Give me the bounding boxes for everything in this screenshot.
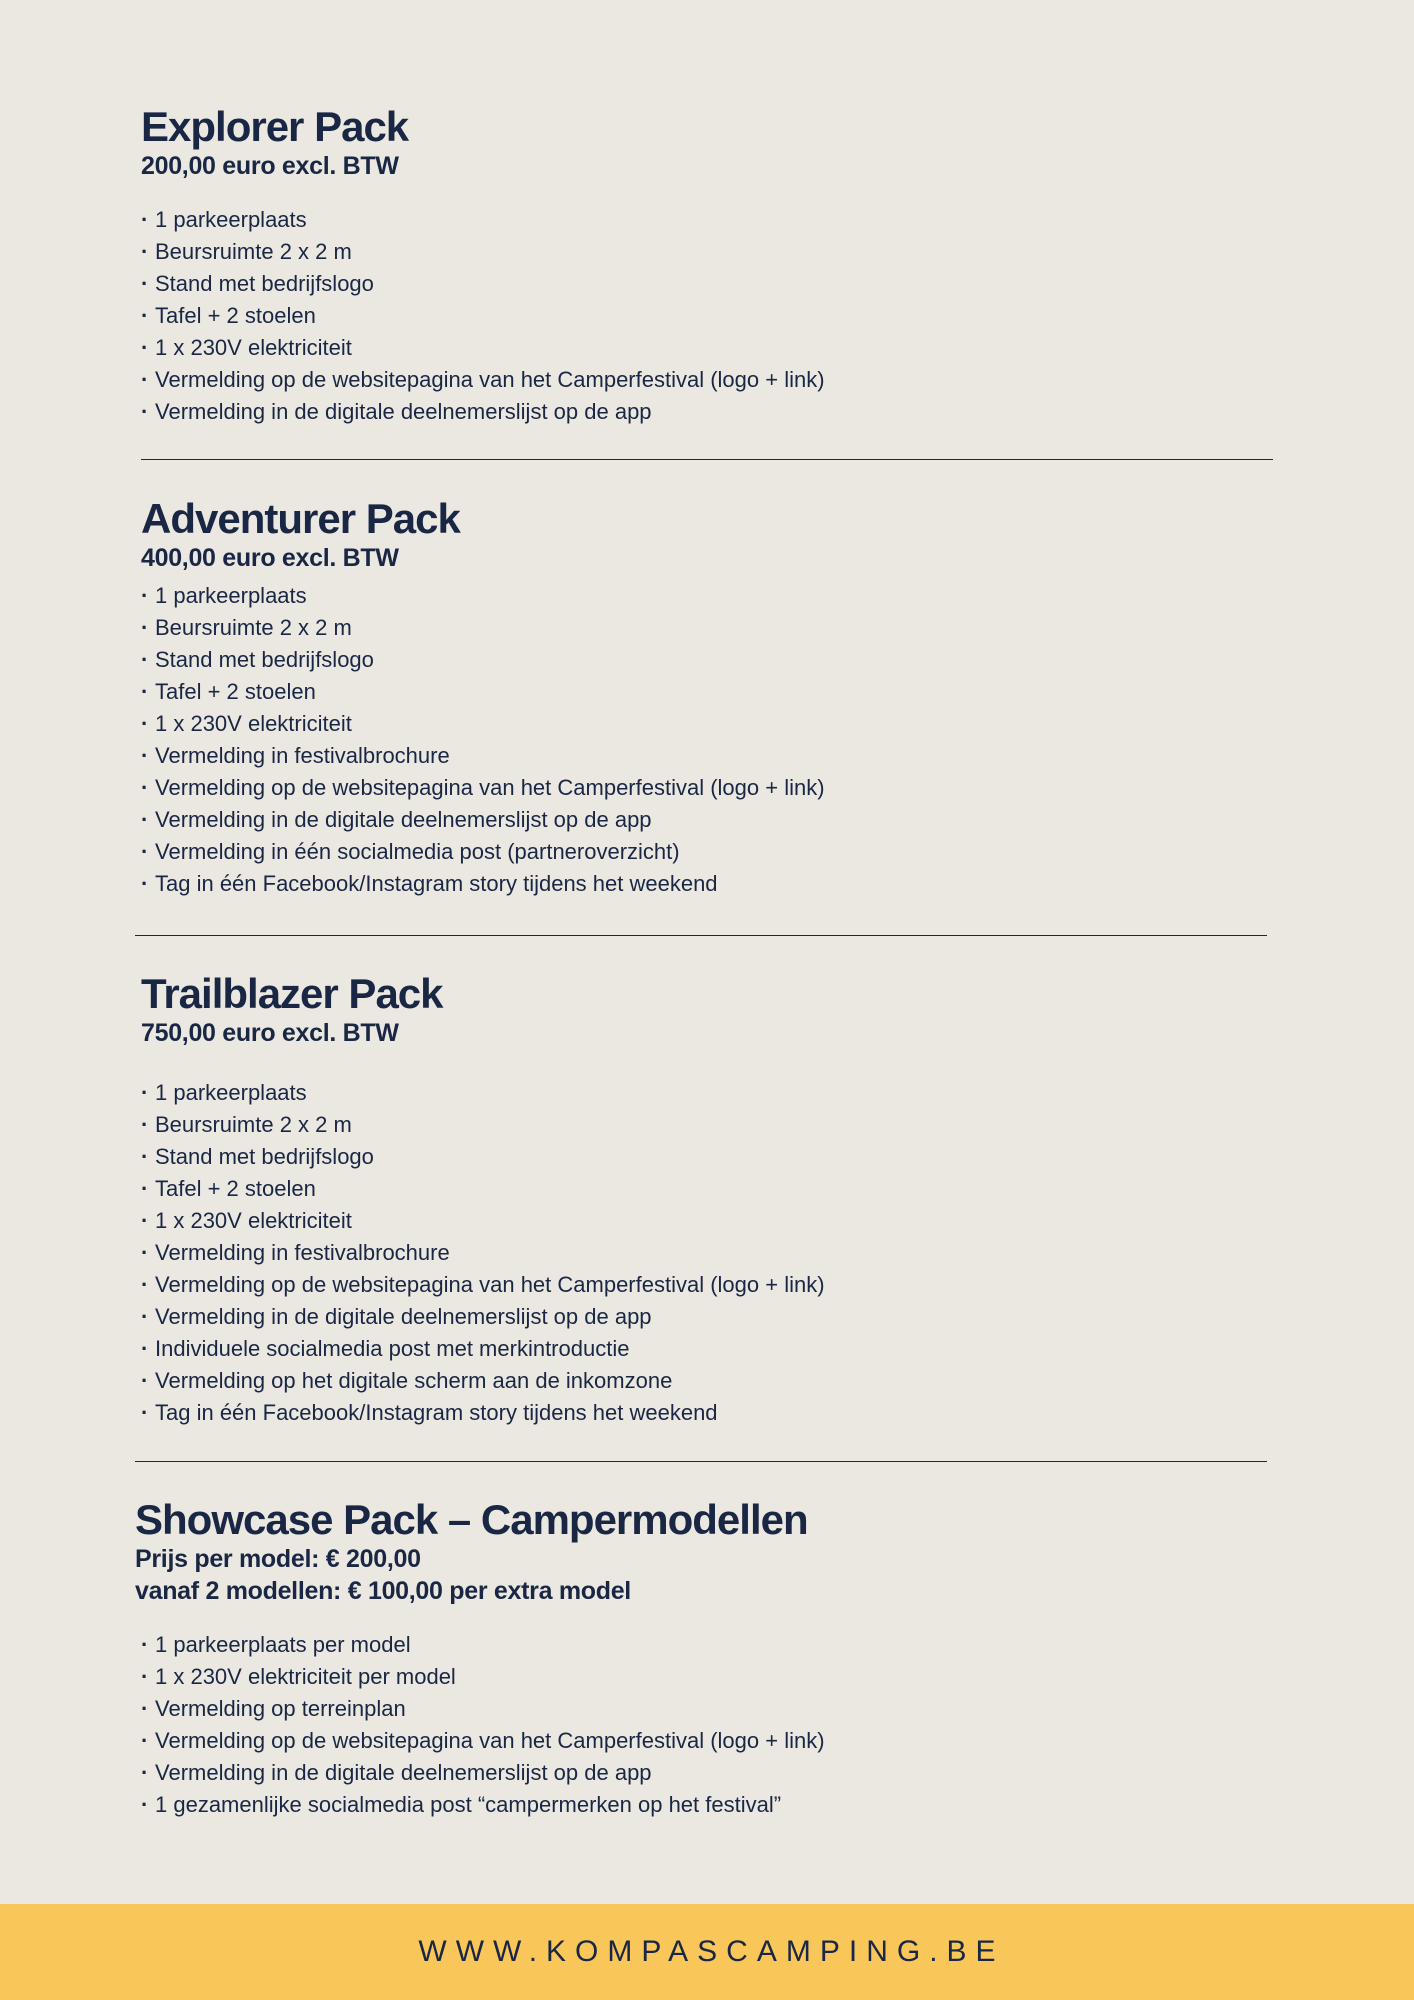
feature-item: · 1 parkeerplaats [141, 1077, 1281, 1109]
feature-list [141, 580, 1281, 900]
feature-item: · 1 x 230V elektriciteit per model [141, 1661, 1275, 1693]
feature-item: · Vermelding in de digitale deelnemerslijst op de app [141, 396, 1281, 428]
pack-price: 400,00 euro excl. BTW [141, 544, 399, 572]
feature-item: · Stand met bedrijfslogo [141, 644, 1281, 676]
feature-item: · Vermelding in de digitale deelnemerslijst op de app [141, 804, 1281, 836]
feature-item: · Tafel + 2 stoelen [141, 676, 1281, 708]
feature-item: · 1 gezamenlijke socialmedia post “campermerken op het festival” [141, 1789, 1275, 1821]
pack-title: Adventurer Pack [141, 495, 460, 542]
feature-item: · Vermelding in festivalbrochure [141, 1237, 1281, 1269]
feature-item: · 1 parkeerplaats per model [141, 1629, 1275, 1661]
feature-item: · Individuele socialmedia post met merkintroductie [141, 1333, 1281, 1365]
section-divider [135, 1461, 1267, 1462]
feature-item: · 1 parkeerplaats [141, 204, 1281, 236]
feature-item: · Tafel + 2 stoelen [141, 1173, 1281, 1205]
feature-item: · Vermelding in festivalbrochure [141, 740, 1281, 772]
section-divider [141, 459, 1273, 460]
feature-list [141, 1629, 1275, 1821]
feature-item: · Vermelding in de digitale deelnemerslijst op de app [141, 1757, 1275, 1789]
feature-item: · Tafel + 2 stoelen [141, 300, 1281, 332]
feature-item: · Stand met bedrijfslogo [141, 1141, 1281, 1173]
pack-title: Showcase Pack – Campermodellen [135, 1496, 808, 1543]
feature-item: · Beursruimte 2 x 2 m [141, 1109, 1281, 1141]
feature-list [141, 204, 1281, 428]
feature-item: · 1 x 230V elektriciteit [141, 1205, 1281, 1237]
pack-price-extra: vanaf 2 modellen: € 100,00 per extra model [135, 1577, 631, 1605]
pack-title: Trailblazer Pack [141, 970, 443, 1017]
adventurer-pack-section [141, 496, 1281, 900]
section-divider [135, 935, 1267, 936]
feature-item: · Vermelding op terreinplan [141, 1693, 1275, 1725]
feature-item: · Tag in één Facebook/Instagram story tijdens het weekend [141, 1397, 1281, 1429]
trailblazer-pack-section [141, 971, 1281, 1429]
website-link[interactable]: WWW.KOMPASCAMPING.BE [418, 1935, 1005, 1968]
feature-item: · Vermelding op het digitale scherm aan de inkomzone [141, 1365, 1281, 1397]
feature-item: · 1 x 230V elektriciteit [141, 332, 1281, 364]
feature-item: · Tag in één Facebook/Instagram story tijdens het weekend [141, 868, 1281, 900]
footer-band [0, 1904, 1414, 2000]
feature-list [141, 1077, 1281, 1429]
feature-item: · Vermelding op de websitepagina van het Camperfestival (logo + link) [141, 1725, 1275, 1757]
feature-item: · Vermelding in één socialmedia post (partneroverzicht) [141, 836, 1281, 868]
pack-price: Prijs per model: € 200,00 [135, 1545, 421, 1573]
explorer-pack-section [141, 104, 1281, 428]
feature-item: · Beursruimte 2 x 2 m [141, 612, 1281, 644]
feature-item: · Vermelding op de websitepagina van het Camperfestival (logo + link) [141, 1269, 1281, 1301]
showcase-pack-section [135, 1497, 1275, 1821]
feature-item: · Beursruimte 2 x 2 m [141, 236, 1281, 268]
pack-price: 750,00 euro excl. BTW [141, 1019, 399, 1047]
feature-item: · 1 parkeerplaats [141, 580, 1281, 612]
pack-title: Explorer Pack [141, 103, 409, 150]
feature-item: · Vermelding op de websitepagina van het Camperfestival (logo + link) [141, 772, 1281, 804]
feature-item: · 1 x 230V elektriciteit [141, 708, 1281, 740]
pack-price: 200,00 euro excl. BTW [141, 152, 399, 180]
feature-item: · Stand met bedrijfslogo [141, 268, 1281, 300]
feature-item: · Vermelding op de websitepagina van het Camperfestival (logo + link) [141, 364, 1281, 396]
feature-item: · Vermelding in de digitale deelnemerslijst op de app [141, 1301, 1281, 1333]
